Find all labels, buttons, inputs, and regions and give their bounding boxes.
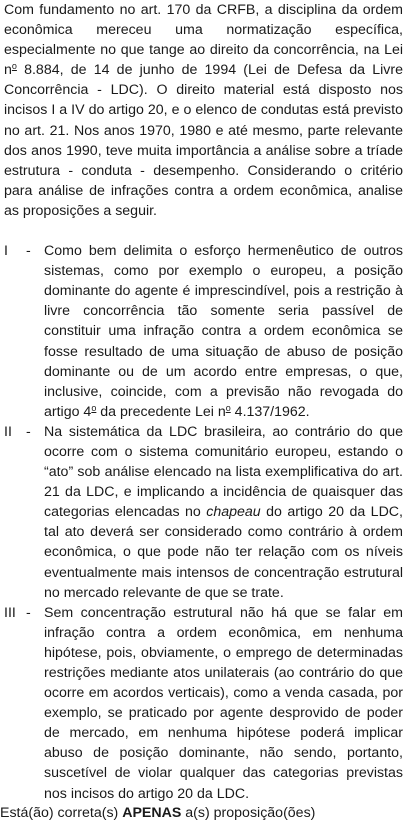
proposition-1-text xyxy=(44,241,403,422)
proposition-1-text-c: 4.137/1962. xyxy=(230,403,310,420)
propositions-list xyxy=(4,241,403,804)
intro-text-part1: Com fundamento no art. 170 da CRFB, a disciplina da ordem econômica mereceu uma normatização específica, especialmente no que tange ao direito da concorrência, na Lei n xyxy=(4,2,403,79)
question-prompt-after: a(s) proposição(ões) xyxy=(181,805,316,821)
proposition-2 xyxy=(4,422,403,603)
proposition-3-numeral: III xyxy=(4,604,16,621)
ordinal-indicator: o xyxy=(225,402,231,413)
proposition-2-text-a: Na sistemática da LDC brasileira, ao contrário do que ocorre com o sistema comunitário europeu, estando o “ato” sob análise elencado na lista exemplificativa do art. 21 da LDC, e implicando a incidência de quaisquer das categorias elencadas no xyxy=(44,423,403,521)
proposition-1-text-b: da precedente Lei n xyxy=(96,403,226,420)
proposition-3-text: Sem concentração estrutural não há que se falar em infração contra a ordem econômica, em nenhuma hipótese, pois, obviamente, o emprego de determinadas restrições mediante atos unilaterais (ao contrário do que ocorre em acordos verticais), como a venda casada, por exemplo, se praticado por agente desprovido de poder de mercado, em nenhuma hipótese poderá implicar abuso de posição dominante, não sendo, portanto, suscetível de violar qualquer das categorias previstas nos incisos do artigo 20 da LDC. xyxy=(44,604,403,802)
proposition-2-marker xyxy=(4,422,44,442)
chapeau-term: chapeau xyxy=(206,504,261,521)
proposition-1-dash: - xyxy=(26,243,31,260)
proposition-1-numeral: I xyxy=(4,243,8,260)
ordinal-indicator: o xyxy=(11,61,17,72)
intro-text-part2: 8.884, de 14 de junho de 1994 (Lei de Defesa da Livre Concorrência - LDC). O direito material está disposto nos incisos I a IV do artigo 20, e o elenco de condutas está previsto no art. 21. Nos anos 1970, 1980 e até mesmo, parte relevante dos anos 1990, teve muita importância a análise sobre a tríade estrutura - conduta - desempenho. Considerando o critério para análise de infrações contra a ordem econômica, analise as proposições a seguir. xyxy=(4,62,403,219)
proposition-3 xyxy=(4,603,403,804)
intro-paragraph xyxy=(4,0,403,221)
proposition-2-numeral: II xyxy=(4,423,12,440)
proposition-2-text xyxy=(44,422,403,603)
ordinal-indicator: o xyxy=(91,402,97,413)
question-page xyxy=(4,0,403,804)
proposition-3-dash: - xyxy=(26,604,31,621)
proposition-1-text-a: Como bem delimita o esforço hermenêutico de outros sistemas, como por exemplo o europeu, a posição dominante do agente é imprescindível, pois a restrição à livre concorrência tão somente seria passível de constituir uma infração contra a ordem econômica se fosse resultado de uma situação de abuso de posição dominante ou de um acordo entre empresas, o que, inclusive, coincide, com a previsão não revogada do artigo 4 xyxy=(44,243,403,420)
proposition-1-marker xyxy=(4,241,44,261)
question-prompt-emphasis: APENAS xyxy=(122,805,182,821)
question-prompt xyxy=(0,803,315,823)
question-prompt-before: Está(ão) correta(s) xyxy=(0,805,123,821)
proposition-3-marker xyxy=(4,603,44,623)
proposition-1 xyxy=(4,241,403,422)
proposition-2-dash: - xyxy=(26,423,31,440)
proposition-2-text-b: do artigo 20 da LDC, tal ato deverá ser considerado como contrário à ordem econômica, o que pode não ter relação com os níveis eventualmente mais intensos de concentração estrutural no mercado relevante de que se trate. xyxy=(44,504,403,601)
